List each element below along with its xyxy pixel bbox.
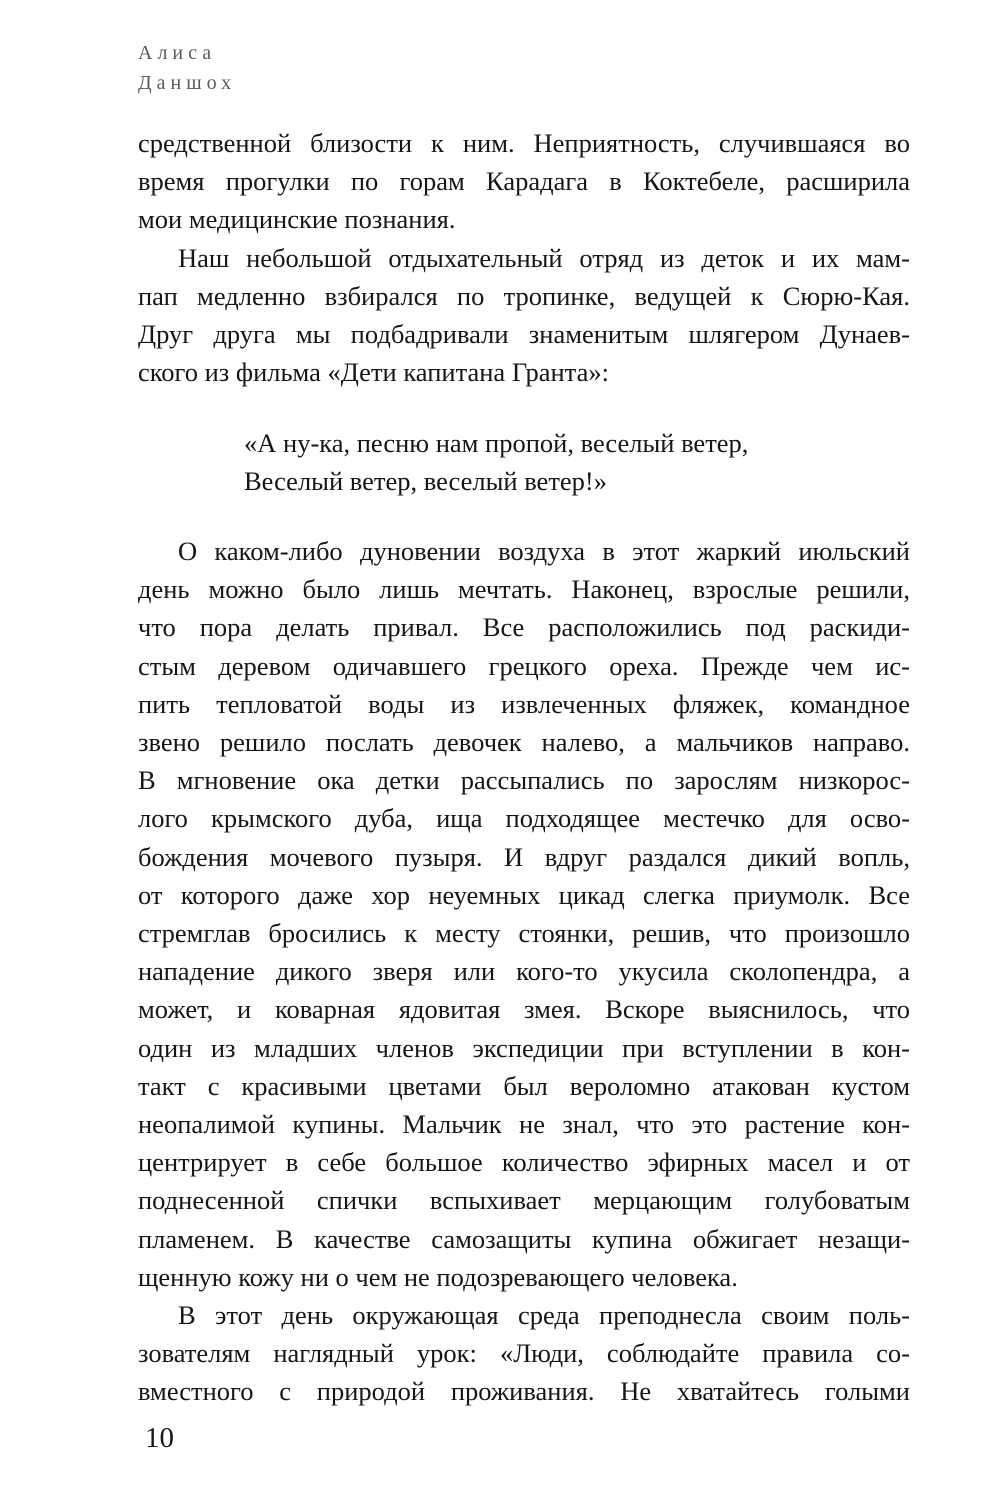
text-line: пап медленно взбирался по тропинке, ведущей к Сюрю-Кая. — [138, 280, 910, 311]
text-line: щенную кожу ни о чем не подозревающего человека. — [138, 1261, 738, 1292]
text-line: время прогулки по горам Карадага в Коктебеле, расширила — [138, 166, 910, 197]
paragraph-4 — [138, 1296, 910, 1411]
author-last-name: Даншох — [138, 72, 237, 94]
verse-line: Веселый ветер, веселый ветер!» — [244, 466, 607, 497]
paragraph-1 — [138, 124, 910, 239]
text-line: от которого даже хор неуемных цикад слегка приумолк. Все — [138, 879, 910, 910]
text-line: В мгновение ока детки рассыпались по зарослям низкорос- — [138, 765, 910, 796]
text-line: вместного с природой проживания. Не хватайтесь голыми — [138, 1376, 910, 1407]
text-line: бождения мочевого пузыря. И вдруг раздался дикий вопль, — [138, 841, 910, 872]
text-line: средственной близости к ним. Неприятность, случившаяся во — [138, 128, 910, 158]
text-line: такт с красивыми цветами был вероломно атакован кустом — [138, 1070, 910, 1101]
text-line: ского из фильма «Дети капитана Гранта»: — [138, 357, 609, 388]
text-line: В этот день окружающая среда преподнесла своим поль- — [178, 1300, 910, 1331]
text-line: зователям наглядный урок: «Люди, соблюдайте правила со- — [138, 1338, 910, 1369]
text-line: может, и коварная ядовитая змея. Вскоре выяснилось, что — [138, 994, 910, 1025]
text-line: Наш небольшой отдыхательный отряд из деток и их мам- — [178, 242, 910, 273]
text-line: поднесенной спички вспыхивает мерцающим голубоватым — [138, 1185, 910, 1216]
verse-quote — [244, 424, 748, 500]
text-line: стым деревом одичавшего грецкого ореха. Прежде чем ис- — [138, 650, 910, 681]
text-line: пить тепловатой воды из извлеченных фляжек, командное — [138, 688, 910, 719]
text-line: пламенем. В качестве самозащиты купина обжигает незащи- — [138, 1223, 910, 1254]
author-first-name: Алиса — [138, 42, 217, 64]
text-line: звено решило послать девочек налево, а мальчиков направо. — [138, 727, 910, 758]
text-line: нападение дикого зверя или кого-то укусила сколопендра, а — [138, 956, 910, 987]
paragraph-3 — [138, 532, 910, 1296]
text-line: что пора делать привал. Все расположились под раскиди- — [138, 612, 910, 643]
body-text-bottom — [138, 532, 910, 1411]
text-line: один из младших членов экспедиции при вступлении в кон- — [138, 1032, 910, 1063]
text-line: Друг друга мы подбадривали знаменитым шлягером Дунаев- — [138, 319, 910, 350]
text-line: О каком-либо дуновении воздуха в этот жаркий июльский — [178, 536, 910, 566]
text-line: лого крымского дуба, ища подходящее местечко для осво- — [138, 803, 910, 834]
running-head — [138, 38, 236, 98]
text-line: центрирует в себе большое количество эфирных масел и от — [138, 1147, 910, 1178]
text-line: стремглав бросились к месту стоянки, решив, что произошло — [138, 918, 910, 949]
text-line: неопалимой купины. Мальчик не знал, что это растение кон- — [138, 1109, 910, 1140]
verse-line: «А ну-ка, песню нам пропой, веселый ветер, — [244, 428, 749, 458]
text-line: день можно было лишь мечтать. Наконец, взрослые решили, — [138, 574, 910, 605]
body-text-top — [138, 124, 910, 391]
paragraph-2 — [138, 239, 910, 392]
text-line: мои медицинские познания. — [138, 204, 456, 235]
page-number: 10 — [145, 1422, 174, 1454]
